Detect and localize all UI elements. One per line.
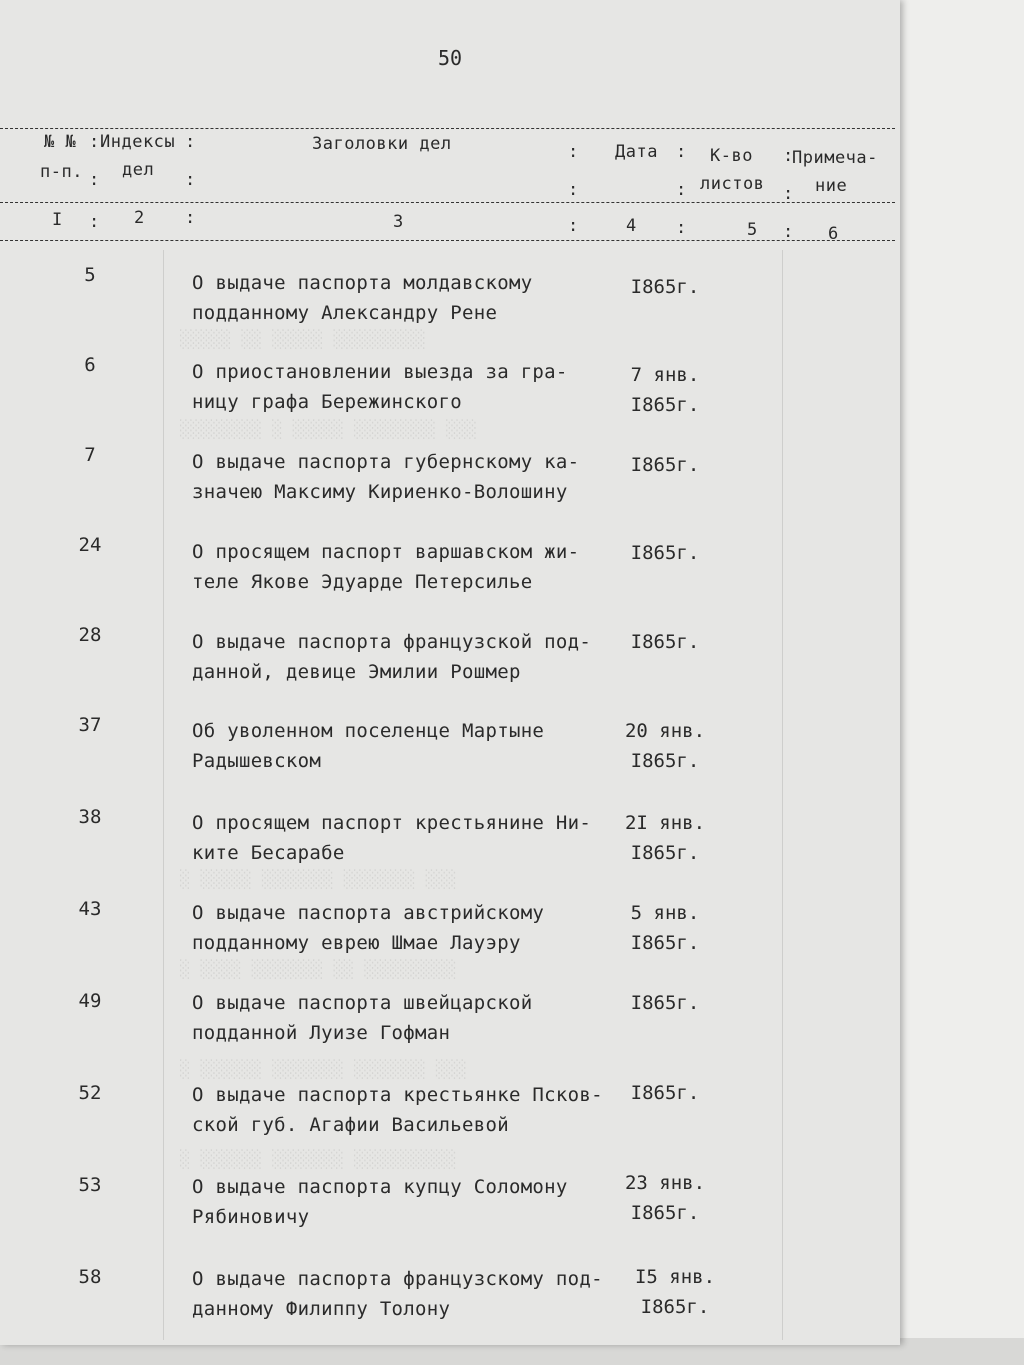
row-title-line: подданному Александру Рене: [192, 302, 498, 324]
row-title: [192, 988, 612, 1048]
row-title: [192, 1080, 612, 1140]
row-title: [192, 898, 612, 958]
header-separator: :: [568, 180, 579, 200]
row-title: [192, 627, 612, 687]
header-separator: :: [676, 180, 687, 200]
row-date-line: I865г.: [630, 454, 700, 476]
row-number: 5: [84, 264, 96, 286]
row-date-line: I865г.: [630, 932, 700, 954]
header-separator: :: [568, 216, 579, 236]
row-date-line: 5 янв.: [630, 902, 700, 924]
header-separator: :: [89, 170, 100, 190]
row-title-line: ницу графа Бережинского: [192, 391, 462, 413]
page-number: 50: [437, 46, 463, 70]
row-date-line: I865г.: [630, 842, 700, 864]
row-title-line: Радышевском: [192, 750, 322, 772]
header-separator: :: [89, 212, 100, 232]
column-number: I: [52, 210, 63, 230]
row-number: 37: [78, 714, 102, 736]
bleed-through-text: ░ ░░░░ ░░░░░░░ ░░ ░░░░░░░░░: [180, 960, 457, 980]
header-separator: :: [185, 208, 196, 228]
row-title: [192, 716, 612, 776]
row-title-line: О выдаче паспорта молдавскому: [192, 272, 533, 294]
header-separator: :: [185, 170, 196, 190]
header-separator: :: [783, 222, 794, 242]
column-number: 5: [747, 220, 758, 240]
row-title-line: О просящем паспорт крестьянине Ни-: [192, 812, 592, 834]
bleed-through-text: ░ ░░░░░ ░░░░░░░ ░░░░░░░ ░░░: [180, 870, 457, 890]
header-col2-line2: дел: [122, 160, 155, 180]
row-date-line: 20 янв.: [624, 720, 706, 742]
row-title: [192, 1264, 612, 1324]
row-date: [590, 272, 740, 302]
faint-column-line: [782, 250, 783, 1340]
row-date-line: 23 янв.: [624, 1172, 706, 1194]
row-number: 43: [78, 898, 102, 920]
row-title-line: О выдаче паспорта французскому под-: [192, 1268, 603, 1290]
row-title-line: О просящем паспорт варшавском жи-: [192, 541, 580, 563]
row-number: 52: [78, 1082, 102, 1104]
row-date: [590, 988, 740, 1018]
header-separator: :: [568, 142, 579, 162]
row-date-line: 7 янв.: [630, 364, 700, 386]
row-title: [192, 537, 612, 597]
row-title: [192, 357, 612, 417]
row-title: [192, 268, 612, 328]
column-number: 4: [626, 216, 637, 236]
column-number: 3: [393, 212, 404, 232]
row-date-line: I865г.: [630, 750, 700, 772]
row-title-line: О выдаче паспорта губернскому ка-: [192, 451, 580, 473]
header-separator: :: [185, 132, 196, 152]
row-title-line: О выдаче паспорта крестьянке Псков-: [192, 1084, 603, 1106]
header-separator: :: [783, 184, 794, 204]
header-separator: :: [676, 142, 687, 162]
row-title-line: Об уволенном поселенце Мартыне: [192, 720, 545, 742]
row-title-line: подданному еврею Шмае Лауэру: [192, 932, 521, 954]
row-date-line: I865г.: [630, 631, 700, 653]
faint-column-line: [163, 250, 164, 1340]
row-title-line: ской губ. Агафии Васильевой: [192, 1114, 509, 1136]
header-col6-line1: Примеча-: [792, 148, 878, 168]
header-col3: Заголовки дел: [312, 134, 452, 154]
header-col6-line2: ние: [815, 176, 848, 196]
row-number: 58: [78, 1266, 102, 1288]
row-number: 6: [84, 354, 96, 376]
row-date-line: I865г.: [630, 1082, 700, 1104]
bleed-through-text: ░ ░░░░░░ ░░░░░░░ ░░░░░░░░░░: [180, 1150, 457, 1170]
header-col1-line1: № №: [44, 132, 77, 152]
row-number: 49: [78, 990, 102, 1012]
row-title-line: данному Филиппу Толону: [192, 1298, 451, 1320]
row-number: 38: [78, 806, 102, 828]
row-title-line: О приостановлении выезда за гра-: [192, 361, 568, 383]
bleed-through-text: ░ ░░░░░░ ░░░░░░░ ░░░░░░░ ░░░: [180, 1060, 467, 1080]
row-date-line: I865г.: [640, 1296, 710, 1318]
row-title-line: ките Бесарабе: [192, 842, 345, 864]
header-col1-line2: п-п.: [40, 162, 83, 182]
header-separator: :: [89, 132, 100, 152]
row-date: [600, 1262, 750, 1322]
row-title-line: данной, девице Эмилии Рошмер: [192, 661, 521, 683]
header-rule-middle: [0, 202, 895, 203]
row-date: [590, 1078, 740, 1108]
row-number: 53: [78, 1174, 102, 1196]
row-date: [590, 716, 740, 776]
row-title-line: теле Якове Эдуарде Петерсилье: [192, 571, 533, 593]
row-title: [192, 808, 612, 868]
header-rule-bottom: [0, 240, 895, 241]
row-date-line: I865г.: [630, 542, 700, 564]
row-title-line: О выдаче паспорта австрийскому: [192, 902, 545, 924]
header-separator: :: [783, 146, 794, 166]
row-title: [192, 1172, 612, 1232]
row-date: [590, 1168, 740, 1228]
column-number: 2: [134, 208, 145, 228]
row-title-line: Рябиновичу: [192, 1206, 310, 1228]
header-col5-line2: листов: [700, 174, 765, 194]
row-date-line: I865г.: [630, 394, 700, 416]
row-number: 7: [84, 444, 96, 466]
header-col2-line1: Индексы: [100, 132, 176, 152]
row-date-line: I865г.: [630, 276, 700, 298]
row-date: [590, 808, 740, 868]
bleed-through-text: ░░░░░░░░ ░ ░░░░░ ░░░░░░░░ ░░░: [180, 420, 477, 440]
row-date: [590, 360, 740, 420]
row-date-line: I865г.: [630, 992, 700, 1014]
row-title-line: О выдаче паспорта французской под-: [192, 631, 592, 653]
row-number: 28: [78, 624, 102, 646]
bleed-through-text: ░░░░░ ░░ ░░░░░ ░░░░░░░░░: [180, 330, 426, 350]
back-sheet: [890, 0, 1024, 1365]
row-date: [590, 538, 740, 568]
row-date-line: I5 янв.: [634, 1266, 716, 1288]
row-title-line: подданной Луизе Гофман: [192, 1022, 451, 1044]
row-title-line: значею Максиму Кириенко-Волошину: [192, 481, 568, 503]
row-date: [590, 627, 740, 657]
row-title-line: О выдаче паспорта купцу Соломону: [192, 1176, 568, 1198]
row-title: [192, 447, 612, 507]
row-date: [590, 898, 740, 958]
row-number: 24: [78, 534, 102, 556]
header-rule-top: [0, 128, 895, 129]
row-date-line: I865г.: [630, 1202, 700, 1224]
row-date-line: 2I янв.: [624, 812, 706, 834]
header-col4: Дата: [615, 142, 658, 162]
column-number: 6: [828, 224, 839, 244]
header-separator: :: [676, 218, 687, 238]
row-date: [590, 450, 740, 480]
row-title-line: О выдаче паспорта швейцарской: [192, 992, 533, 1014]
header-col5-line1: К-во: [710, 146, 753, 166]
